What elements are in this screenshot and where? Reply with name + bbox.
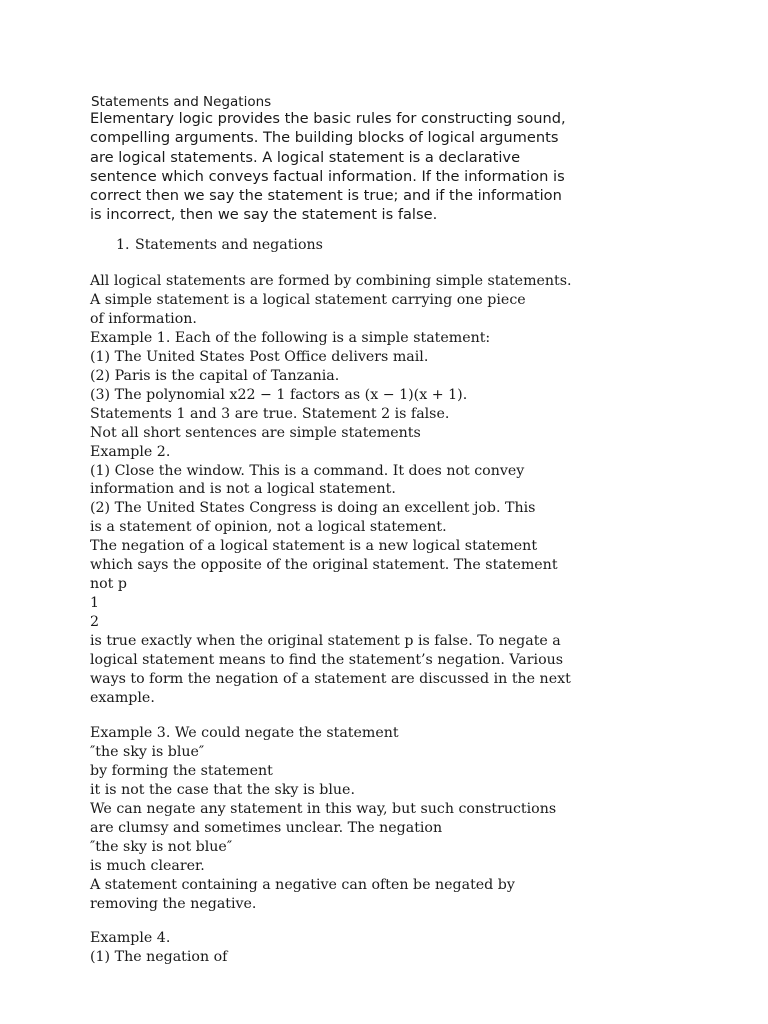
body-line: The negation of a logical statement is a new logical statement xyxy=(90,538,538,555)
body-line: (2) Paris is the capital of Tanzania. xyxy=(90,367,340,384)
body-line: not p xyxy=(90,576,127,593)
body-line: We can negate any statement in this way, but such constructions xyxy=(90,800,557,817)
intro-line: Elementary logic provides the basic rules for constructing sound, xyxy=(90,110,566,127)
body-line: 1 xyxy=(90,595,100,612)
list-number: 1. xyxy=(116,237,130,253)
body-line: (1) The United States Post Office delivers mail. xyxy=(90,348,429,365)
body-line: A statement containing a negative can often be negated by xyxy=(90,876,515,893)
body-line: information and is not a logical statement. xyxy=(90,481,396,498)
body-line: Not all short sentences are simple statements xyxy=(90,424,421,441)
body-line: Example 3. We could negate the statement xyxy=(90,724,399,741)
body-line: which says the opposite of the original statement. The statement xyxy=(90,557,558,574)
body-text xyxy=(90,272,572,967)
body-line: by forming the statement xyxy=(90,762,273,779)
body-line: it is not the case that the sky is blue. xyxy=(90,781,355,798)
body-line: (1) The negation of xyxy=(90,949,228,966)
body-line: All logical statements are formed by combining simple statements. xyxy=(90,273,572,289)
body-line: A simple statement is a logical statement carrying one piece xyxy=(90,291,526,308)
body-line: of information. xyxy=(90,310,197,327)
body-line: logical statement means to find the statement’s negation. Various xyxy=(90,652,564,669)
document-title: Statements and Negations xyxy=(91,94,272,110)
body-line: Statements 1 and 3 are true. Statement 2 is false. xyxy=(90,405,450,422)
body-line: Example 2. xyxy=(90,443,171,460)
body-line: Example 1. Each of the following is a simple statement: xyxy=(90,329,491,346)
body-line: 2 xyxy=(90,614,100,631)
body-line: ways to form the negation of a statement are discussed in the next xyxy=(90,671,571,688)
body-line: (3) The polynomial x22 − 1 factors as (x − 1)(x + 1). xyxy=(90,386,468,403)
body-line: (2) The United States Congress is doing an excellent job. This xyxy=(90,500,536,517)
numbered-heading xyxy=(116,236,323,254)
body-line: are clumsy and sometimes unclear. The negation xyxy=(90,819,443,836)
paragraph-gap xyxy=(90,913,550,929)
body-line: (1) Close the window. This is a command. It does not convey xyxy=(90,462,525,479)
body-line: is true exactly when the original statement p is false. To negate a xyxy=(90,633,561,650)
intro-paragraph xyxy=(90,109,566,225)
list-text: Statements and negations xyxy=(135,237,323,253)
body-line: ″the sky is blue″ xyxy=(90,743,205,760)
intro-line: sentence which conveys factual information. If the information is xyxy=(90,167,565,185)
intro-line: is incorrect, then we say the statement is false. xyxy=(90,206,438,224)
body-line: is a statement of opinion, not a logical statement. xyxy=(90,519,447,536)
intro-line: compelling arguments. The building blocks of logical arguments xyxy=(90,129,559,147)
body-line: ″the sky is not blue″ xyxy=(90,838,233,855)
intro-line: are logical statements. A logical statement is a declarative xyxy=(90,148,521,166)
intro-line: correct then we say the statement is true; and if the information xyxy=(90,187,562,205)
body-line: Example 4. xyxy=(90,930,171,947)
paragraph-gap xyxy=(90,708,550,724)
body-line: is much clearer. xyxy=(90,857,205,874)
body-line: removing the negative. xyxy=(90,895,257,912)
body-line: example. xyxy=(90,689,155,706)
